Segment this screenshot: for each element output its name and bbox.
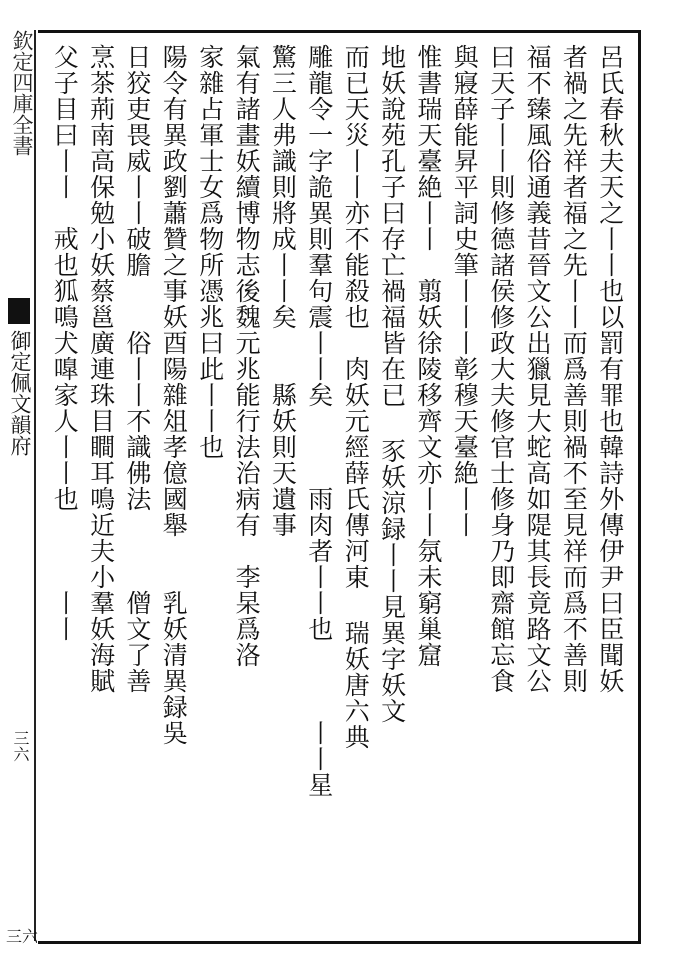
- text-column: 地妖說苑孔子曰存亡禍福皆在已 豕妖涼録丨丨見異字妖文: [377, 44, 407, 724]
- text-column: 雕龍令一字詭異則羣句震丨丨矣 雨肉者丨丨也 丨丨星: [304, 44, 334, 798]
- text-column: 福不臻風俗通義昔晉文公出獵見大蛇高如隄其長竟路文公: [523, 44, 553, 694]
- text-column: 氣有諸畫妖續博物志後魏元兆能行法治病有 李杲爲洛: [232, 44, 262, 668]
- text-column: 家雜占軍士女爲物所憑兆曰此丨丨也: [195, 44, 225, 460]
- text-column: 日狡吏畏威丨丨破膽 俗丨丨不識佛法 僧文了善: [122, 44, 152, 694]
- fish-tail-mark-icon: [8, 298, 30, 324]
- text-column: 呂氏春秋夫天之丨丨也以罰有罪也韓詩外傳伊尹曰臣聞妖: [595, 44, 625, 694]
- text-column: 烹茶荊南高保勉小妖蔡邕廣連珠目瞷耳鳴近夫小羣妖海賦: [86, 44, 116, 694]
- folio-number: 三六: [11, 730, 30, 762]
- text-column: 驚三人弗識則將成丨丨矣 縣妖則天遺事: [268, 44, 298, 538]
- text-column: 而已天災丨丨亦不能殺也 肉妖元經薛氏傳河東 瑞妖唐六典: [341, 44, 371, 750]
- text-column: 父子目曰丨丨 戒也狐鳴犬嘷家人丨丨也 丨丨: [50, 44, 80, 642]
- margin-header: 欽定四庫全書: [10, 30, 34, 156]
- margin-book-title: 御定佩文韻府: [8, 330, 32, 456]
- text-column: 者禍之先祥者福之先丨丨而爲善則禍不至見祥而爲不善則: [559, 44, 589, 694]
- text-column: 陽令有異政劉蕭贊之事妖酉陽雜俎孝億國舉 乳妖清異録吳: [159, 44, 189, 746]
- text-column: 惟書瑞天臺絶丨丨 翦妖徐陵移齊文亦丨丨氛未窮巢窟: [413, 44, 443, 668]
- folio-number-bottom: 三六: [6, 927, 39, 946]
- text-column: 與寢薛能昇平詞史筆丨丨丨彰穆天臺絶丨丨: [450, 44, 480, 538]
- text-column: 曰天子丨丨則修德諸侯修政大夫修官士修身乃即齋館忘食: [486, 44, 516, 694]
- left-edge-line: [34, 30, 36, 941]
